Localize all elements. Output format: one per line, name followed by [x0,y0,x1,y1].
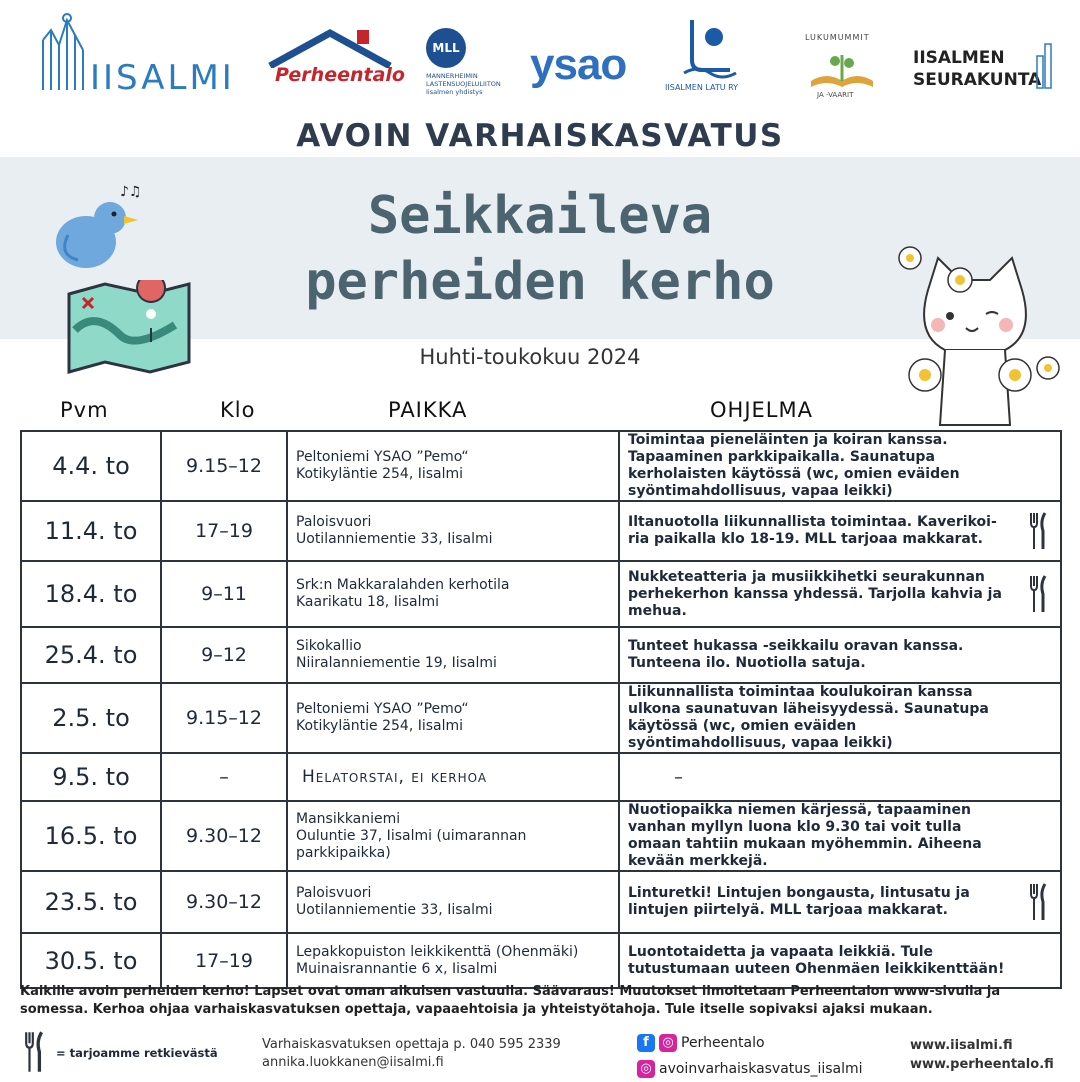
instagram-link[interactable] [637,1056,863,1082]
program-text: Nuotiopaikka niemen kärjessä, tapaaminen vanhan myllyn luona klo 9.30 tai voit tulla omaan tahtiin mukaan myöhemmin. Aiheena kevään merkkejä. [628,802,982,869]
cell-time: 9.15–12 [161,431,287,501]
place-name: Sikokallio [296,638,362,654]
program-text: Nukketeatteria ja musiikkihetki seurakunnan perhekerhon kanssa yhdessä. Tarjolla kahvia ja mehua. [628,568,1002,619]
place-address: Uotilanniementie 33, Iisalmi [296,902,493,918]
perheentalo-logo [265,28,405,98]
column-header-time: Klo [220,398,256,422]
page-subtitle: AVOIN VARHAISKASVATUS [296,118,784,154]
house-roof-icon [265,28,395,68]
iisalmi-logo-text: IISALMI [90,58,235,98]
table-row [21,753,1061,801]
schedule-table-body [21,431,1061,988]
cell-time: – [161,753,287,801]
cell-date: 11.4. to [21,501,161,561]
cell-time: 17–19 [161,501,287,561]
program-text: – [674,766,683,788]
seurakunta-logo [913,48,1063,98]
program-text: Luontotaidetta ja vapaata leikkiä. Tule tutustumaan uuteen Ohenmäen leikkikenttään! [628,943,1005,977]
place-name: Peltoniemi YSAO ”Pemo“ [296,701,469,717]
legend-text: = tarjoamme retkievästä [56,1046,218,1060]
cell-program [619,801,1061,871]
svg-text:♪♫: ♪♫ [120,184,142,200]
facebook-label: Perheentalo [681,1035,765,1051]
facebook-icon: f [637,1034,655,1052]
column-header-place: PAIKKA [388,398,468,422]
program-text: Liikunnallista toimintaa koulukoiran kanssa ulkona saunatuvan läheisyydessä. Saunatupa käytössä (wc, omien eväiden syöntimahdollisuus, vapaa leikki) [628,684,989,751]
place-name: Paloisvuori [296,514,372,530]
place-name: Helatorstai, ei kerhoa [302,766,488,787]
cell-date: 25.4. to [21,627,161,683]
perheentalo-logo-text: Perheentalo [275,64,405,86]
cell-program [619,627,1061,683]
cell-date: 2.5. to [21,683,161,753]
fork-knife-icon [1028,882,1050,922]
website-links [910,1036,1054,1074]
cell-time: 9.30–12 [161,801,287,871]
title-line-1: Seikkaileva [367,186,713,246]
place-address: Kotikyläntie 254, Iisalmi [296,718,464,734]
place-address: Kaarikatu 18, Iisalmi [296,594,440,610]
date-range: Huhti-toukokuu 2024 [419,345,641,369]
cell-date: 16.5. to [21,801,161,871]
cat-with-flowers-icon [890,240,1065,435]
cell-time: 9–12 [161,627,287,683]
cell-program [619,753,1061,801]
table-row [21,871,1061,933]
contact-email-link[interactable]: annika.luokkanen@iisalmi.fi [262,1055,444,1070]
schedule-table [20,430,1062,989]
cell-place [287,561,619,627]
cell-place [287,683,619,753]
bird-icon [48,180,148,280]
cell-place [287,801,619,871]
cell-place [287,431,619,501]
fork-knife-icon [1028,511,1050,551]
cell-program [619,933,1061,988]
fork-knife-icon [1028,574,1050,614]
place-address: Muinaisrannantie 6 x, Iisalmi [296,960,498,977]
mll-logo [418,20,513,100]
cell-date: 23.5. to [21,871,161,933]
cell-place [287,753,619,801]
place-address: Ouluntie 37, Iisalmi (uimarannan parkkipaikka) [296,827,527,861]
place-name: Srk:n Makkaralahden kerhotila [296,577,510,593]
cell-program [619,431,1061,501]
program-text: Linturetki! Lintujen bongausta, lintusatu ja lintujen piirtelyä. MLL tarjoaa makkarat. [628,885,970,918]
title-line-2: perheiden kerho [305,252,775,312]
ysao-logo: ysao [530,40,627,89]
contact-info [262,1036,561,1072]
iisalmi-logo [35,10,240,100]
cell-place [287,871,619,933]
table-row [21,561,1061,627]
website-link-iisalmi[interactable]: www.iisalmi.fi [910,1038,1013,1053]
fork-knife-icon [22,1030,48,1074]
program-text: Toimintaa pieneläinten ja koiran kanssa. Tapaaminen parkkipaikalla. Saunatupa kerholaisten käytössä (wc, omien eväiden syöntimahdollisuus, vapaa leikki) [628,432,960,499]
cell-date: 18.4. to [21,561,161,627]
cell-program [619,871,1061,933]
cell-date: 30.5. to [21,933,161,988]
latu-logo [660,15,770,100]
contact-phone: Varhaiskasvatuksen opettaja p. 040 595 2339 [262,1037,561,1052]
cell-place [287,627,619,683]
place-name: Paloisvuori [296,885,372,901]
table-row [21,431,1061,501]
instagram-icon: ◎ [637,1060,655,1078]
table-row [21,933,1061,988]
place-name: Lepakkopuiston leikkikenttä (Ohenmäki) [296,943,579,960]
lukumummit-logo [795,25,885,100]
lukumummit-bottom-text: JA -VAARIT [817,91,854,99]
latu-logo-text: IISALMEN LATU RY [665,83,739,92]
cell-date: 4.4. to [21,431,161,501]
place-address: Kotikyläntie 254, Iisalmi [296,466,464,482]
cell-program [619,683,1061,753]
open-book-icon [807,51,877,89]
facebook-link[interactable] [637,1030,863,1056]
column-header-program: OHJELMA [710,398,813,422]
mll-logo-circle: MLL [426,28,466,68]
latu-skier-icon [680,15,740,80]
instagram-icon: ◎ [659,1034,677,1052]
table-row [21,627,1061,683]
website-link-perheentalo[interactable]: www.perheentalo.fi [910,1057,1054,1072]
table-row [21,801,1061,871]
program-text: Tunteet hukassa -seikkailu oravan kanssa. Tunteena ilo. Nuotiolla satuja. [628,638,964,671]
program-text: Iltanuotolla liikunnallista toimintaa. Kaverikoi-ria paikalla klo 18-19. MLL tarjoaa makkarat. [628,514,997,547]
cell-time: 9.30–12 [161,871,287,933]
lukumummit-top-text: LUKUMUMMIT [805,33,870,42]
place-address: Niiralanniementie 19, Iisalmi [296,655,497,671]
table-row [21,501,1061,561]
cell-place [287,933,619,988]
column-header-date: Pvm [60,398,109,422]
social-links [637,1030,863,1082]
place-address: Uotilanniementie 33, Iisalmi [296,531,493,547]
cell-program [619,501,1061,561]
instagram-label: avoinvarhaiskasvatus_iisalmi [659,1061,863,1077]
cell-date: 9.5. to [21,753,161,801]
place-name: Mansikkaniemi [296,810,401,827]
church-tower-icon [1035,42,1057,90]
cell-time: 17–19 [161,933,287,988]
cell-time: 9–11 [161,561,287,627]
cell-program [619,561,1061,627]
city-crest-icon [35,10,90,95]
footer-note: Kaikille avoin perheiden kerho! Lapset ovat oman aikuisen vastuulla. Säävaraus! Muutokset ilmoitetaan Perheentalon www-sivulla ja somessa. Kerhoa ohjaa varhaiskasvatuksen opettaja, vapaaehtoisia ja yhteistyötahoja. Tule itselle sopivaksi ajaksi mukaan. [20,984,1001,1017]
cell-time: 9.15–12 [161,683,287,753]
mll-logo-subtext: MANNERHEIMIN LASTENSUOJELULIITON Iisalmen yhdistys [426,72,501,96]
seurakunta-line2: SEURAKUNTA [913,70,1042,90]
place-name: Peltoniemi YSAO ”Pemo“ [296,449,469,465]
cell-place [287,501,619,561]
seurakunta-line1: IISALMEN [913,48,1005,68]
table-row [21,683,1061,753]
